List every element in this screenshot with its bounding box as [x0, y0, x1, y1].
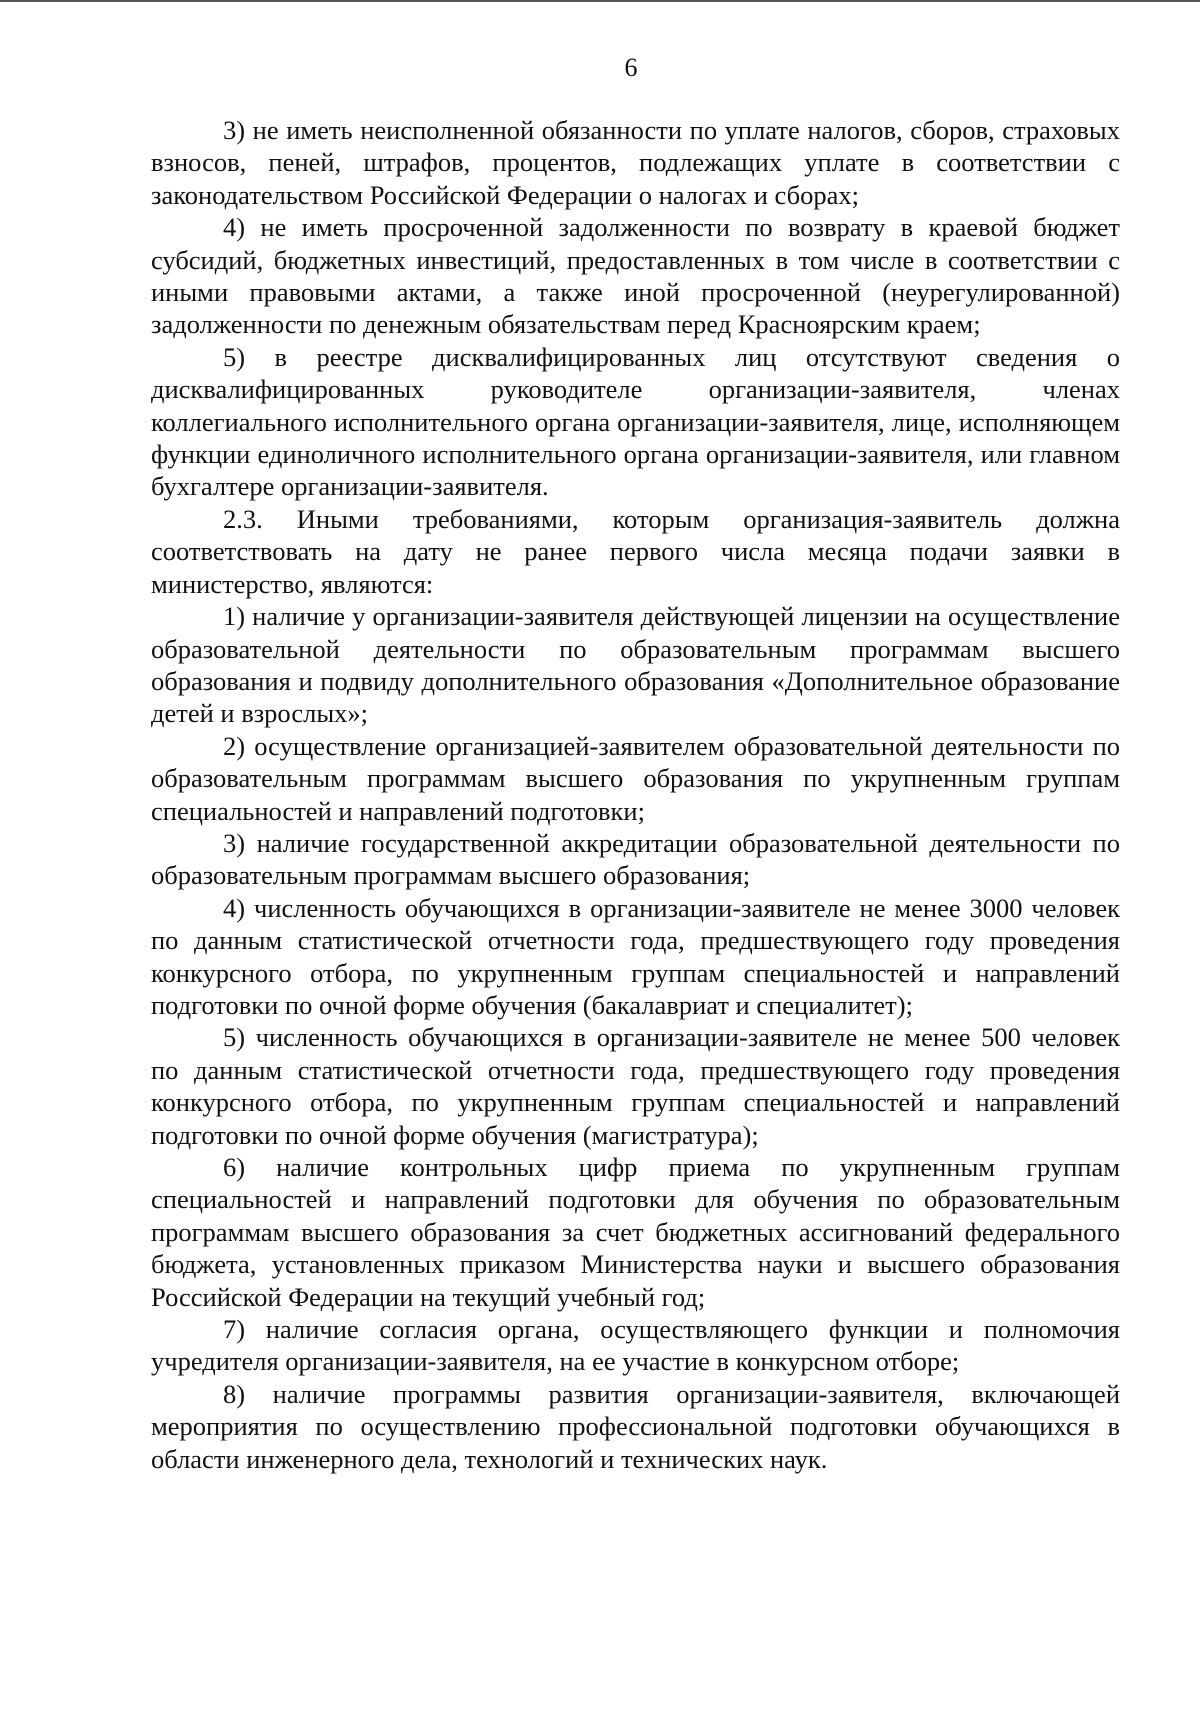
paragraph-requirement-1-license: 1) наличие у организации-заявителя действующей лицензии на осуществление образовательной деятельности по образовательным программам высшего образования и подвиду дополнительного образования «Дополнительное образование детей и взрослых»; — [151, 601, 1120, 729]
page-number: 6 — [624, 53, 638, 82]
scan-top-edge — [0, 0, 1200, 2]
paragraph-requirement-3-accreditation: 3) наличие государственной аккредитации образовательной деятельности по образовательным программам высшего образования; — [151, 827, 1120, 891]
paragraph-requirement-2-activity: 2) осуществление организацией-заявителем образовательной деятельности по образовательным программам высшего образования по укрупненным группам специальностей и направлений подготовки; — [151, 730, 1120, 826]
paragraph-requirement-6-admission-figures: 6) наличие контрольных цифр приема по укрупненным группам специальностей и направлений подготовки для обучения по образовательным программам высшего образования за счет бюджетных ассигнований федерального бюджета, установленных приказом Министерства науки и высшего образования Российской Федерации на текущий учебный год; — [151, 1152, 1120, 1312]
paragraph-item-5-disqualified-persons: 5) в реестре дисквалифицированных лиц отсутствуют сведения о дисквалифицированных руководителе организации-заявителя, членах коллегиального исполнительного органа организации-заявителя, лице, исполняющем функции единоличного исполнительного органа организации-заявителя, или главном бухгалтере организации-заявителя. — [151, 341, 1120, 502]
paragraph-requirement-7-founder-consent: 7) наличие согласия органа, осуществляющего функции и полномочия учредителя организации-заявителя, на ее участие в конкурсном отборе; — [151, 1314, 1120, 1377]
paragraph-item-4-overdue-debt: 4) не иметь просроченной задолженности по возврату в краевой бюджет субсидий, бюджетных инвестиций, предоставленных в том числе в соответствии с иными правовыми актами, а также иной просроченной (неурегулированной) задолженности по денежным обязательствам перед Красноярским краем; — [151, 212, 1120, 340]
paragraph-item-3-tax-obligations: 3) не иметь неисполненной обязанности по уплате налогов, сборов, страховых взносов, пеней, штрафов, процентов, подлежащих уплате в соответствии с законодательством Российской Федерации о налогах и сборах; — [151, 115, 1120, 210]
paragraph-section-2-3: 2.3. Иными требованиями, которым организация-заявитель должна соответствовать на дату не ранее первого числа месяца подачи заявки в министерство, являются: — [151, 503, 1120, 599]
paragraph-requirement-4-students-3000: 4) численность обучающихся в организации-заявителе не менее 3000 человек по данным статистической отчетности года, предшествующего году проведения конкурсного отбора, по укрупненным группам специальностей и направлений подготовки по очной форме обучения (бакалавриат и специалитет); — [151, 892, 1120, 1020]
paragraph-requirement-8-development-program: 8) наличие программы развития организации-заявителя, включающей мероприятия по осуществлению профессиональной подготовки обучающихся в области инженерного дела, технологий и технических наук. — [151, 1378, 1120, 1474]
document-body — [151, 114, 1120, 1475]
paragraph-requirement-5-students-500: 5) численность обучающихся в организации-заявителе не менее 500 человек по данным статистической отчетности года, предшествующего году проведения конкурсного отбора, по укрупненным группам специальностей и направлений подготовки по очной форме обучения (магистратура); — [151, 1022, 1120, 1150]
